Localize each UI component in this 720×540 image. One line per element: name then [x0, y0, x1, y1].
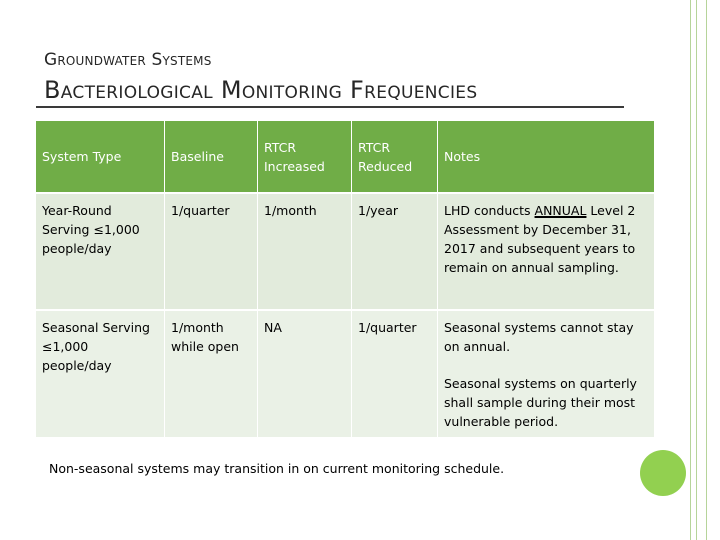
header-rtcr-increased: RTCR Increased [258, 121, 352, 194]
monitoring-frequency-table [36, 121, 654, 439]
cell-baseline: 1/quarter [165, 194, 258, 311]
decorative-circle [640, 450, 686, 496]
decorative-edge-line [706, 0, 707, 540]
cell-increased: NA [258, 311, 352, 439]
notes-text: Seasonal systems cannot stay on annual. [444, 320, 634, 354]
cell-system-type: Seasonal Serving ≤1,000 people/day [36, 311, 165, 439]
notes-text: LHD conducts [444, 203, 535, 218]
cell-baseline: 1/month while open [165, 311, 258, 439]
header-system-type: System Type [36, 121, 165, 194]
notes-text: Level 2 Assessment by December 31, 2017 and subsequent years to remain on annual sampling. [444, 203, 636, 275]
slide-title: Bacteriological Monitoring Frequencies [44, 76, 478, 104]
cell-notes [438, 194, 654, 311]
table-row [36, 194, 654, 311]
decorative-edge-line [690, 0, 691, 540]
cell-reduced: 1/quarter [352, 311, 438, 439]
cell-increased: 1/month [258, 194, 352, 311]
notes-text: Seasonal systems on quarterly shall sample during their most vulnerable period. [444, 376, 637, 429]
notes-emphasis: ANNUAL [534, 203, 587, 218]
cell-reduced: 1/year [352, 194, 438, 311]
title-divider [36, 106, 624, 108]
cell-system-type: Year-Round Serving ≤1,000 people/day [36, 194, 165, 311]
cell-notes [438, 311, 654, 439]
decorative-edge-line [696, 0, 697, 540]
header-rtcr-reduced: RTCR Reduced [352, 121, 438, 194]
table-header-row [36, 121, 654, 194]
header-notes: Notes [438, 121, 654, 194]
slide-subtitle: Groundwater Systems [44, 50, 212, 70]
table-row [36, 311, 654, 439]
header-baseline: Baseline [165, 121, 258, 194]
footnote: Non-seasonal systems may transition in on current monitoring schedule. [49, 461, 505, 476]
